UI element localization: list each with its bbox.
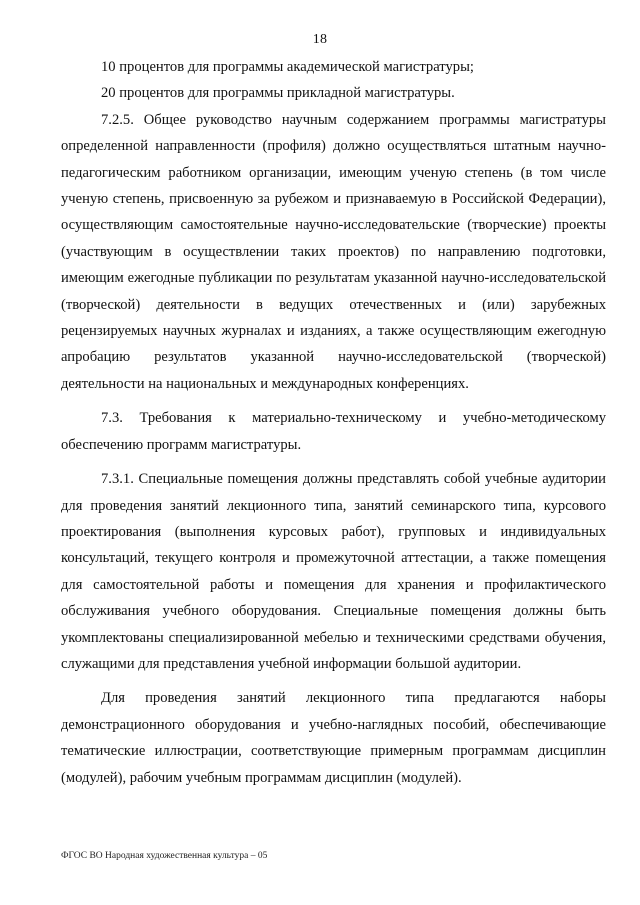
document-body (61, 54, 606, 791)
paragraph-7-3-1: 7.3.1. Специальные помещения должны представлять собой учебные аудитории для проведения занятий лекционного типа, занятий семинарского типа, курсового проектирования (выполнения курсовых работ), групповых и индивидуальных консультаций, текущего контроля и промежуточной аттестации, а также помещения для самостоятельной работы и помещения для хранения и профилактического обслуживания учебного оборудования. Специальные помещения должны быть укомплектованы специализированной мебелью и техническими средствами обучения, служащими для представления учебной информации большой аудитории. (61, 471, 606, 672)
paragraph-7-2-5: 7.2.5. Общее руководство научным содержанием программы магистратуры определенной направленности (профиля) должно осуществляться штатным научно-педагогическим работником организации, имеющим ученую степень (в том числе ученую степень, присвоенную за рубежом и признаваемую в Российской Федерации), осуществляющим самостоятельные научно-исследовательские (творческие) проекты (участвующим в осуществлении таких проектов) по направлению подготовки, имеющим ежегодные публикации по результатам указанной научно-исследовательской (творческой) деятельности в ведущих отечественных и (или) зарубежных рецензируемых научных журналах и изданиях, а также осуществляющим ежегодную апробацию результатов указанной научно-исследовательской (творческой) деятельности на национальных и международных конференциях. (61, 111, 606, 392)
page-footer: ФГОС ВО Народная художественная культура – 05 (61, 851, 268, 861)
paragraph-academic-percent: 10 процентов для программы академической магистратуры; (101, 59, 474, 75)
paragraph-applied-percent: 20 процентов для программы прикладной магистратуры. (101, 85, 455, 102)
paragraph-7-3-heading: 7.3. Требования к материально-техническому и учебно-методическому обеспечению программ магистратуры. (61, 410, 606, 453)
page-number: 18 (312, 32, 328, 47)
paragraph-lecture-equipment: Для проведения занятий лекционного типа предлагаются наборы демонстрационного оборудования и учебно-наглядных пособий, обеспечивающие тематические иллюстрации, соответствующие примерным программам дисциплин (модулей), рабочим учебным программам дисциплин (модулей). (61, 690, 606, 786)
